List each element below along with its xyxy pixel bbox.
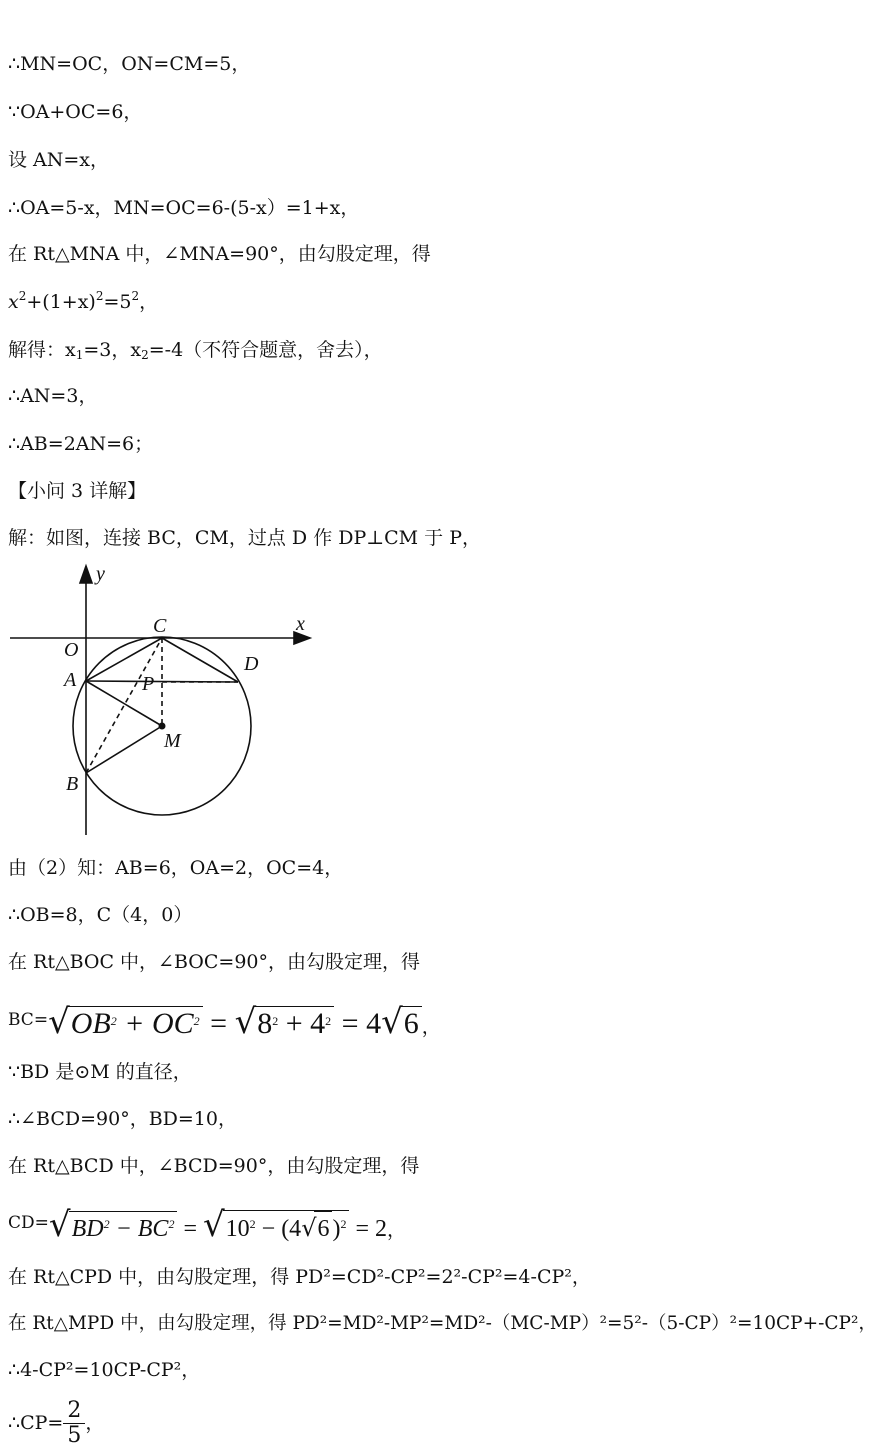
line-6: $x^2+(1+x)^2=5^2$， — [8, 289, 159, 313]
line-8: ∴AN=3， — [8, 385, 98, 407]
line-11: 解：如图，连接 BC，CM，过点 D 作 DP⊥CM 于 P， — [8, 527, 481, 549]
line-22: ∴4-CP²=10CP-CP²， — [8, 1359, 201, 1381]
line-2: ∵OA+OC=6， — [8, 101, 143, 123]
line-9: ∴AB=2AN=6； — [8, 433, 154, 455]
line-5: 在 Rt△MNA 中，∠MNA=90°，由勾股定理，得 — [8, 243, 431, 265]
label-O: O — [64, 639, 79, 661]
formula-bc: $BC=√OB^2 + OC^2 = √8^2 + 4^2 = 4√6$ ， — [8, 1002, 441, 1042]
line-14: 在 Rt△BOC 中，∠BOC=90°，由勾股定理，得 — [8, 951, 421, 973]
line-1: ∴MN=OC，ON=CM=5， — [8, 53, 251, 75]
label-D: D — [244, 653, 259, 675]
section-heading: 【小问 3 详解】 — [8, 480, 147, 502]
line-4: ∴OA=5-x，MN=OC=6-(5-x）=1+x， — [8, 197, 360, 219]
label-y: y — [96, 563, 105, 585]
label-B: B — [66, 773, 79, 795]
segment-BM — [86, 726, 162, 773]
formula-cp: ∴CP= $\frac{2}{5}$ ， — [8, 1397, 105, 1448]
line-17: ∴∠BCD=90°，BD=10， — [8, 1108, 237, 1130]
line-18: 在 Rt△BCD 中，∠BCD=90°，由勾股定理，得 — [8, 1155, 420, 1177]
line-7: 解得：$x_1=3$，$x_2=-4$（不符合题意，舍去）， — [8, 339, 383, 362]
formula-cd: $CD=√BD^2 - BC^2 = √10^2 - (4√6$ )$^2$ = 2， — [8, 1205, 407, 1245]
line-12: 由（2）知：AB=6，OA=2，OC=4， — [8, 857, 344, 879]
y-axis-arrow — [80, 566, 92, 583]
label-A: A — [64, 669, 77, 691]
segment-BC-dashed — [86, 638, 162, 773]
line-20: 在 Rt△CPD 中，由勾股定理，得 PD²=CD²-CP²=2²-CP²=4-CP²， — [8, 1266, 591, 1288]
label-x: x — [296, 613, 305, 635]
line-21: 在 Rt△MPD 中，由勾股定理，得 PD²=MD²-MP²=MD²-（MC-MP）²=5²-（5-CP）²=10CP+-CP²， — [8, 1313, 877, 1334]
label-P: P — [142, 673, 155, 695]
label-C: C — [153, 615, 167, 637]
line-16: ∵BD 是⊙M 的直径， — [8, 1061, 192, 1083]
segment-CD — [162, 638, 238, 682]
point-M — [159, 723, 166, 730]
line-3: 设 AN=x， — [8, 149, 110, 171]
line-13: ∴OB=8，C（4，0） — [8, 904, 193, 926]
label-M: M — [164, 730, 181, 752]
